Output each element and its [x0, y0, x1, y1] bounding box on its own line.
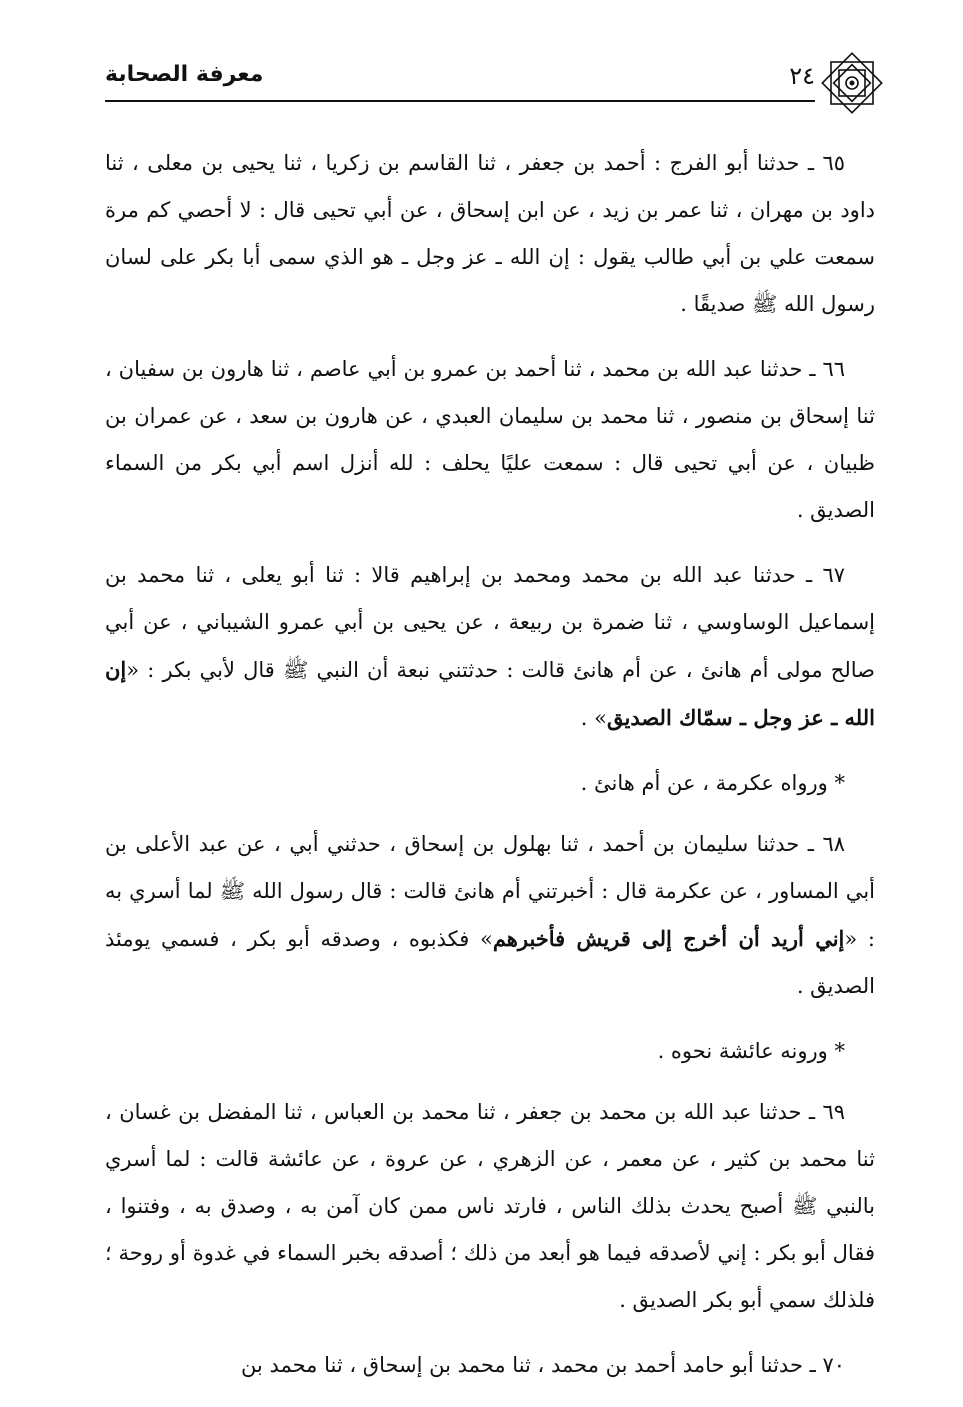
note-aisha: * ورونه عائشة نحوه . — [657, 1039, 845, 1063]
hadith-70: ٧٠ ـ حدثنا أبو حامد أحمد بن محمد ، ثنا محمد بن إسحاق ، ثنا محمد بن — [240, 1353, 845, 1377]
hadith-68-end: » فكذبوه ، وصدقه أبو بكر ، فسمي يومئذ الصديق . — [105, 927, 875, 998]
header-rule — [105, 100, 815, 102]
star-ornament-icon — [819, 50, 885, 116]
hadith-69: ٦٩ ـ حدثنا عبد الله بن محمد بن جعفر ، ثنا محمد بن العباس ، ثنا المفضل بن غسان ، ثنا محمد بن كثير ، عن معمر ، عن الزهري ، عن عروة ، عن عائشة قالت : لما أسري بالنبي ﷺ أصبح يحدث بذلك الناس ، فارتد ناس ممن كان آمن به ، وصدق به ، وفتنوا ، فقال أبو بكر : إني لأصدقه فيما هو أبعد من ذلك ؛ أصدقه بخبر السماء في غدوة أو روحة ؛ فلذلك سمي أبو بكر الصديق . — [105, 1100, 875, 1312]
page-header — [105, 50, 875, 120]
hadith-66: ٦٦ ـ حدثنا عبد الله بن محمد ، ثنا أحمد بن عمرو بن أبي عاصم ، ثنا هارون بن سفيان ، ثنا إسحاق بن منصور ، ثنا محمد بن سليمان العبدي ، عن هارون بن سعد ، عن عمران بن ظبيان ، عن أبي تحيى قال : سمعت عليًا يحلف : لله أنزل اسم أبي بكر من السماء الصديق . — [105, 357, 875, 522]
hadith-65: ٦٥ ـ حدثنا أبو الفرج : أحمد بن جعفر ، ثنا القاسم بن زكريا ، ثنا يحيى بن معلى ، ثنا داود بن مهران ، ثنا عمر بن زيد ، عن ابن إسحاق ، عن أبي تحيى قال : لا أحصي كم مرة سمعت علي بن أبي طالب يقول : إن الله ـ عز وجل ـ هو الذي سمى أبا بكر على لسان رسول الله ﷺ صديقًا . — [105, 151, 875, 316]
hadith-68-quote: إني أريد أن أخرج إلى قريش فأخبرهم — [492, 926, 845, 951]
page-body — [105, 140, 875, 1407]
running-title: معرفة الصحابة — [105, 62, 264, 87]
hadith-68 — [105, 821, 875, 1010]
page-number: ٢٤ — [789, 62, 815, 90]
hadith-67-end: » . — [580, 706, 607, 730]
hadith-67-text: ٦٧ ـ حدثنا عبد الله بن محمد ومحمد بن إبراهيم قالا : ثنا أبو يعلى ، ثنا محمد بن إسماعيل الوساوسي ، ثنا ضمرة بن ربيعة ، عن يحيى بن أبي عمرو الشيباني ، عن أبي صالح مولى أم هانئ ، عن أم هانئ قالت : حدثتني نبعة أن النبي ﷺ قال لأبي بكر : « — [105, 563, 875, 682]
hadith-67 — [105, 552, 875, 742]
hadith-67-quote: إن الله ـ عز وجل ـ سمّاك الصديق — [105, 657, 875, 730]
hadith-68-text: ٦٨ ـ حدثنا سليمان بن أحمد ، ثنا بهلول بن إسحاق ، حدثني أبي ، عن عبد الأعلى بن أبي المساور ، عن عكرمة قال : أخبرتني أم هانئ قالت : قال رسول الله ﷺ لما أسري به : « — [105, 832, 876, 951]
note-ikrima: * ورواه عكرمة ، عن أم هانئ . — [580, 771, 845, 795]
